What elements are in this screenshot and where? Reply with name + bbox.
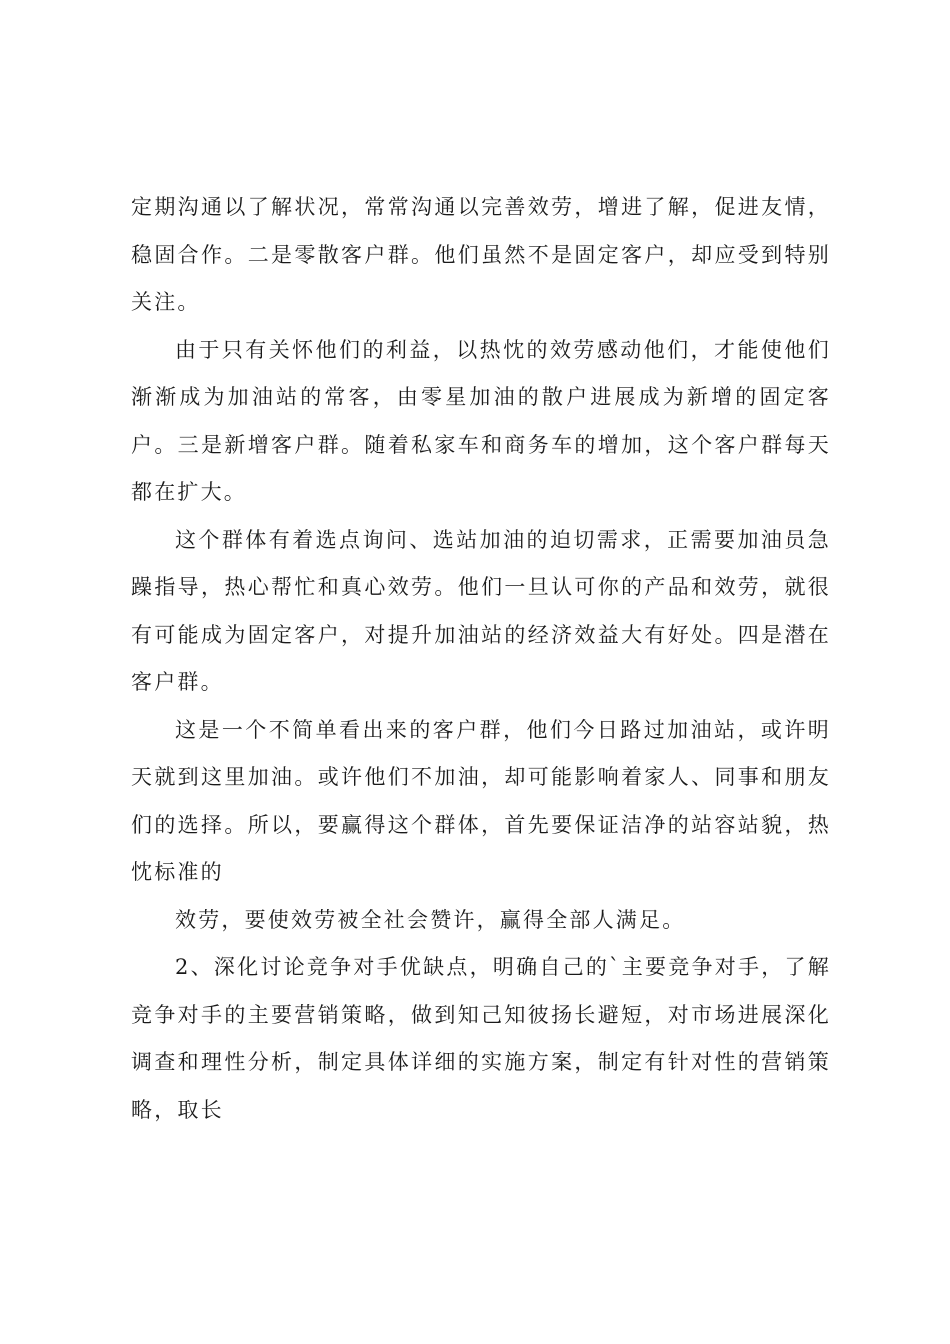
paragraph-2: 由于只有关怀他们的利益，以热忱的效劳感动他们，才能使他们渐渐成为加油站的常客，由零星加油的散户进展成为新增的固定客户。三是新增客户群。随着私家车和商务车的增加，这个客户群每天都在扩大。	[131, 337, 831, 504]
paragraph-1: 定期沟通以了解状况，常常沟通以完善效劳，增进了解，促进友情，稳固合作。二是零散客户群。他们虽然不是固定客户，却应受到特别关注。	[131, 195, 831, 314]
paragraph-5: 效劳，要使效劳被全社会赞许，赢得全部人满足。	[175, 907, 686, 932]
document-body	[131, 184, 831, 1134]
paragraph-4: 这是一个不简单看出来的客户群，他们今日路过加油站，或许明天就到这里加油。或许他们不加油，却可能影响着家人、同事和朋友们的选择。所以，要赢得这个群体，首先要保证洁净的站容站貌，热忱标准的	[131, 717, 831, 884]
paragraph-6: 2、深化讨论竞争对手优缺点，明确自己的`主要竞争对手，了解竞争对手的主要营销策略，做到知己知彼扬长避短，对市场进展深化调查和理性分析，制定具体详细的实施方案，制定有针对性的营销策略，取长	[131, 955, 831, 1122]
paragraph-3: 这个群体有着选点询问、选站加油的迫切需求，正需要加油员急躁指导，热心帮忙和真心效劳。他们一旦认可你的产品和效劳，就很有可能成为固定客户，对提升加油站的经济效益大有好处。四是潜在客户群。	[131, 527, 831, 694]
